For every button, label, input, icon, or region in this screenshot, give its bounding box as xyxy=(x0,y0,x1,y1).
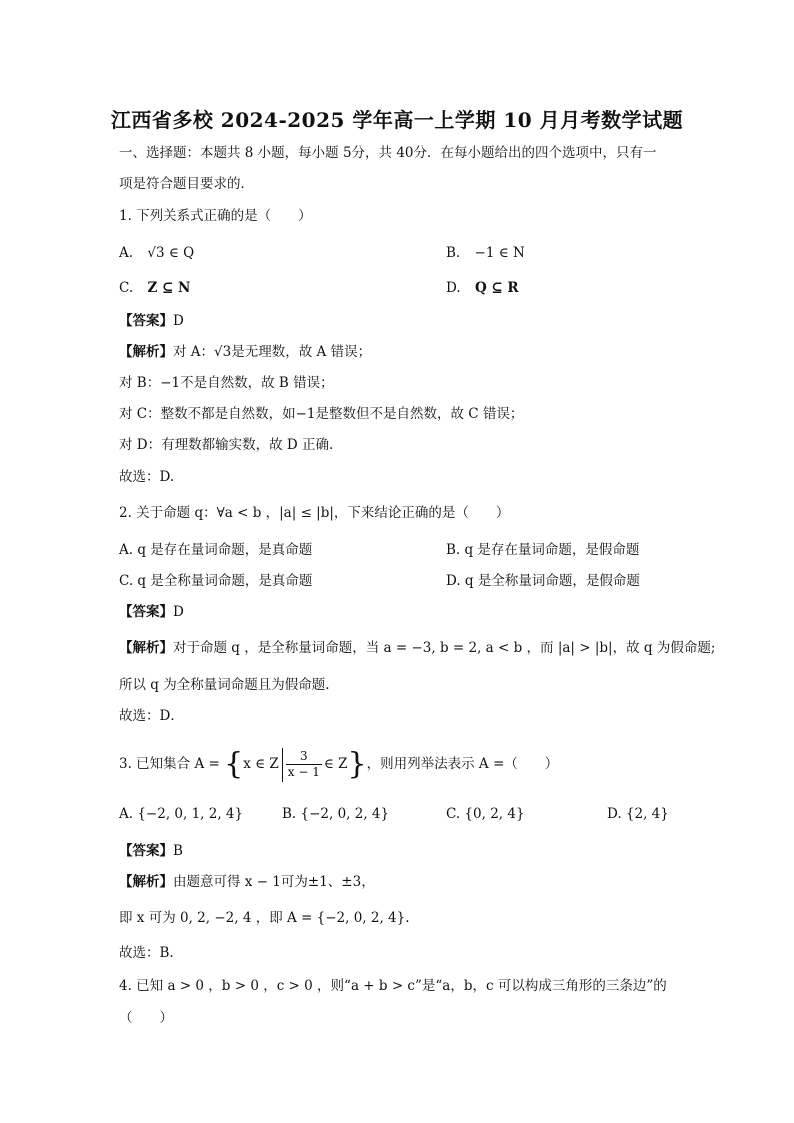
q3-fraction-numerator: 3 xyxy=(286,749,322,765)
q3-option-d: D. {2, 4} xyxy=(607,806,669,822)
q3-stem-prefix: 3. 已知集合 A = xyxy=(119,756,225,772)
q1-option-d-label: D. xyxy=(446,280,461,296)
analysis-tag: 【解析】 xyxy=(119,344,173,360)
answer-tag: 【答案】 xyxy=(119,313,173,329)
section-heading-line2: 项是符合题目要求的． xyxy=(119,176,254,192)
q1-conclusion: 故选：D. xyxy=(119,469,175,485)
q2-conclusion: 故选：D． xyxy=(119,708,184,724)
set-brace-left: { xyxy=(224,746,244,782)
q1-answer xyxy=(119,311,184,331)
q3-fraction xyxy=(286,749,322,780)
analysis-tag: 【解析】 xyxy=(119,640,173,656)
q1-analysis-3: 对 C：整数不都是自然数，如−1是整数但不是自然数，故 C 错误； xyxy=(119,406,524,422)
q1-option-b-label: B. xyxy=(446,245,461,261)
analysis-tag: 【解析】 xyxy=(119,874,173,890)
q2-option-b: B. q 是存在量词命题，是假命题 xyxy=(446,542,640,558)
q1-option-c-label: C. xyxy=(119,280,134,296)
q1-option-c-math: Z ⊆ N xyxy=(147,280,191,296)
q3-option-c: C. {0, 2, 4} xyxy=(446,806,525,822)
q2-analysis-1 xyxy=(119,638,715,658)
q2-option-d: D. q 是全称量词命题，是假命题 xyxy=(446,573,640,589)
q2-answer xyxy=(119,602,184,622)
q1-option-a-math: √3 ∈ Q xyxy=(147,245,195,261)
q3-set-left: x ∈ Z xyxy=(243,756,279,772)
q3-conclusion: 故选：B. xyxy=(119,945,174,961)
q4-stem-line2: （ ） xyxy=(119,1010,173,1026)
q1-analysis-2: 对 B：−1不是自然数，故 B 错误； xyxy=(119,375,334,391)
q3-answer xyxy=(119,841,183,861)
q3-stem xyxy=(119,744,558,785)
q1-option-d xyxy=(446,278,519,298)
q1-analysis-1 xyxy=(119,342,371,362)
q2-stem: 2. 关于命题 q：∀a < b ，|a| ≤ |b|，下来结论正确的是（ ） xyxy=(119,505,510,521)
section-heading-line1: 一、选择题：本题共 8 小题，每小题 5分，共 40分．在每小题给出的四个选项中，只有一 xyxy=(119,145,657,161)
q1-option-b-math: −1 ∈ N xyxy=(474,245,525,261)
q1-stem: 1. 下列关系式正确的是（ ） xyxy=(119,208,312,224)
q2-option-a: A. q 是存在量词命题，是真命题 xyxy=(119,542,313,558)
q1-option-b xyxy=(446,243,525,263)
q3-analysis-1-text: 由题意可得 x − 1可为±1、±3， xyxy=(173,874,375,890)
q2-analysis-1-text: 对于命题 q ，是全称量词命题，当 a = −3, b = 2, a < b ，而 |a| > |b|，故 q 为假命题; xyxy=(173,640,716,656)
q3-fraction-denominator: x − 1 xyxy=(287,765,320,779)
q1-option-a-label: A. xyxy=(119,245,134,261)
q3-option-b: B. {−2, 0, 2, 4} xyxy=(282,806,390,822)
q2-option-c: C. q 是全称量词命题，是真命题 xyxy=(119,573,313,589)
q3-option-a: A. {−2, 0, 1, 2, 4} xyxy=(119,806,244,822)
q1-analysis-4: 对 D：有理数都输实数，故 D 正确. xyxy=(119,437,334,453)
answer-tag: 【答案】 xyxy=(119,604,173,620)
answer-tag: 【答案】 xyxy=(119,843,173,859)
page-title: 江西省多校 2024-2025 学年高一上学期 10 月月考数学试题 xyxy=(110,108,684,132)
q3-analysis-1 xyxy=(119,872,375,892)
q2-analysis-2: 所以 q 为全称量词命题且为假命题. xyxy=(119,677,330,693)
q3-stem-suffix: ，则用列举法表示 A =（ ） xyxy=(366,756,559,772)
q1-option-a xyxy=(119,243,194,263)
q2-answer-value: D xyxy=(173,604,184,620)
q1-option-c xyxy=(119,278,190,298)
q4-stem-line1: 4. 已知 a > 0 ，b > 0 ，c > 0 ，则“a + b > c”是“a，b，c 可以构成三角形的三条边”的 xyxy=(119,978,667,994)
q3-analysis-2: 即 x 可为 0, 2, −2, 4 ，即 A = {−2, 0, 2, 4}. xyxy=(119,910,410,926)
q1-analysis-1-text: 对 A：√3是无理数，故 A 错误； xyxy=(173,344,372,360)
q3-set-right: ∈ Z xyxy=(323,756,348,772)
q3-answer-value: B xyxy=(173,843,183,859)
q1-answer-value: D xyxy=(173,313,184,329)
q1-option-d-math: Q ⊆ R xyxy=(474,280,519,296)
set-divider xyxy=(282,748,283,782)
set-brace-right: } xyxy=(347,746,367,782)
